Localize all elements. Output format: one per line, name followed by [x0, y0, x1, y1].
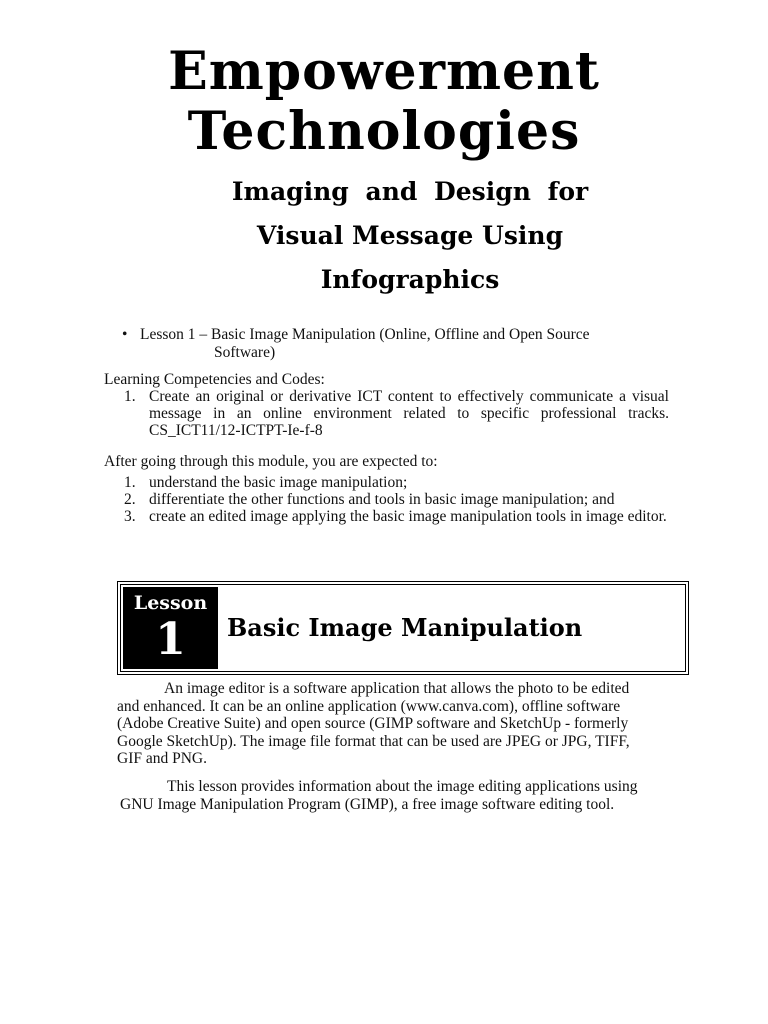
- lesson-label: Lesson: [133, 592, 208, 614]
- bullet-icon: •: [122, 326, 128, 343]
- competencies-heading: Learning Competencies and Codes:: [104, 371, 325, 388]
- paragraph-line: (Adobe Creative Suite) and open source (GIMP software and SketchUp - formerly: [117, 715, 629, 732]
- list-item-text: understand the basic image manipulation;: [149, 474, 408, 491]
- document-title: [0, 42, 768, 162]
- lesson-number-box: [123, 587, 218, 669]
- subtitle-line-2: Visual Message Using: [256, 221, 564, 250]
- list-item-number: 2.: [124, 491, 136, 508]
- list-item: [124, 474, 684, 491]
- list-item-text: create an edited image applying the basic image manipulation tools in image editor.: [149, 508, 667, 525]
- list-item: [124, 491, 684, 508]
- objectives-heading: After going through this module, you are expected to:: [104, 453, 438, 470]
- lesson-bullet-continuation: Software): [214, 344, 276, 361]
- lesson-overview-paragraph: [120, 778, 700, 813]
- list-item: [124, 388, 669, 439]
- list-item-number: 1.: [124, 474, 136, 491]
- paragraph-line: An image editor is a software application that allows the photo to be edited: [164, 680, 630, 697]
- objectives-list: [124, 474, 684, 525]
- subtitle-line-1: Imaging and Design for: [231, 177, 589, 206]
- lesson-bullet-item: [122, 326, 702, 362]
- lesson-banner: [120, 584, 686, 672]
- paragraph-line: and enhanced. It can be an online application (www.canva.com), offline software: [117, 697, 621, 715]
- intro-paragraph: [117, 680, 677, 768]
- lesson-number: 1: [155, 614, 186, 665]
- title-line-2: Technologies: [187, 101, 581, 162]
- document-subtitle: [0, 170, 768, 302]
- competencies-list: [124, 388, 669, 439]
- paragraph-line: GNU Image Manipulation Program (GIMP), a free image software editing tool.: [120, 795, 615, 813]
- subtitle-line-3: Infographics: [320, 265, 500, 294]
- list-item-text: differentiate the other functions and tools in basic image manipulation; and: [149, 491, 615, 508]
- list-item-number: 3.: [124, 508, 136, 525]
- paragraph-line: GIF and PNG.: [117, 750, 207, 767]
- paragraph-line: This lesson provides information about the image editing applications using: [167, 778, 638, 795]
- title-line-1: Empowerment: [168, 41, 600, 102]
- list-item-text: Create an original or derivative ICT content to effectively communicate a visual message in an online environment related to specific professional tracks. CS_ICT11/12-ICTPT-Ie-f-8: [149, 388, 669, 439]
- list-item-number: 1.: [124, 388, 136, 405]
- list-item: [124, 508, 684, 525]
- lesson-bullet-text: Lesson 1 – Basic Image Manipulation (Online, Offline and Open Source: [140, 326, 590, 343]
- lesson-title: Basic Image Manipulation: [227, 613, 583, 642]
- paragraph-line: Google SketchUp). The image file format that can be used are JPEG or JPG, TIFF,: [117, 732, 630, 750]
